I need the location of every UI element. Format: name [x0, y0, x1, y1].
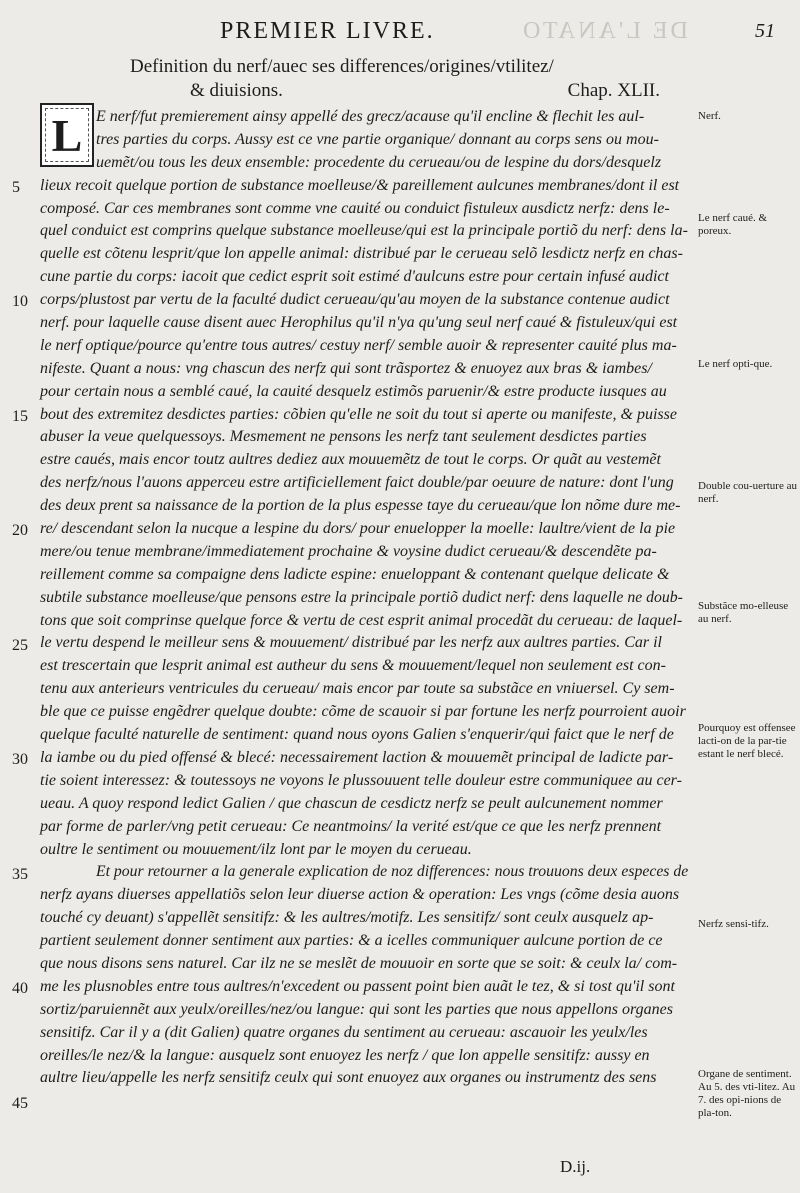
text-line [40, 1067, 690, 1090]
text-line-content: par forme de parler/vng petit cerueau: Ce neantmoins/ la verité est/que ce que les nerfz prennent [40, 817, 662, 835]
text-line-content: tenu aux anterieurs ventricules du cerueau/ mais encor par toute sa substãce en vniuersel. Cy sem- [40, 680, 675, 698]
text-line-content: ble que ce puisse engẽdrer quelque doubte: cõme de scauoir si par fortune les nerfz pourroient auoir [40, 703, 686, 721]
text-line-content: sortiz/paruiennẽt aux yeulx/oreilles/nez/ou langue: qui sont les parties que nous appellons organes [40, 1000, 673, 1018]
text-line-content: corps/plustost par vertu de la faculté dudict cerueau/qu'au moyen de la substance contenue audict [40, 291, 670, 309]
text-line-content: pour certain nous a semblé caué, la cauité desquelz estimõs paruenir/& estre producte iusques au [40, 382, 667, 400]
text-line-content: nerf. pour laquelle cause disent auec Herophilus qu'il n'ya qu'ung seul nerf caué & fistuleux/qui est [40, 314, 678, 332]
text-line-content: tie soient interessez: & toutessoys ne voyons le plussouuent telle douleur estre communiquee au cer- [40, 771, 682, 789]
text-line [40, 404, 690, 427]
margin-note: Substãce mo-elleuse au nerf. [698, 600, 789, 625]
text-line-content: subtile substance moelleuse/que pensons estre la principale portiõ dudict nerf: dens laquelle ne doub- [40, 588, 683, 606]
line-number: 10 [12, 293, 28, 311]
margin-note: Le nerf opti-que. [698, 358, 773, 370]
chapter-heading [130, 55, 690, 103]
showthrough-text: DE L'ANATO [520, 18, 688, 44]
text-line-content: quel conduict est comprins quelque substance moelleuse/qui est la principale portiõ du nerf: dens la- [40, 222, 688, 240]
text-line-content: Et pour retourner a la generale explication de noz differences: nous trouuons deux especes de [96, 863, 689, 881]
text-line [40, 129, 690, 152]
chapter-number: Chap. XLII. [567, 80, 660, 101]
margin-note: Double cou-uerture au nerf. [698, 480, 797, 505]
text-line-content: re/ descendant selon la nucque a lespine du dors/ pour enuelopper la moelle: laultre/vient de la pie [40, 520, 676, 538]
text-line [40, 289, 690, 312]
text-line-content: le vertu despend le meilleur sens & mouuement/ distribué par les nerfz aux aultres parties. Car il [40, 634, 662, 652]
margin-note: Nerf. [698, 110, 721, 122]
text-line [40, 793, 690, 816]
text-line [40, 610, 690, 633]
text-line [40, 564, 690, 587]
text-line [40, 198, 690, 221]
text-line-content: uemẽt/ou tous les deux ensemble: procedente du cerueau/ou de lespine du dors/desquelz [96, 153, 662, 171]
text-line-content: sensitifz. Car il y a (dit Galien) quatre organes du sentiment au cerueau: ascauoir les yeulx/les [40, 1023, 648, 1041]
text-line [40, 587, 690, 610]
text-line [40, 884, 690, 907]
line-number: 40 [12, 980, 28, 998]
text-line-content: la iambe ou du pied offensé & blecé: necessairement laction & mouuemẽt principal de ladicte par- [40, 748, 674, 766]
running-title: PREMIER LIVRE. [220, 18, 435, 44]
page-number: 51 [755, 20, 775, 42]
text-line [40, 678, 690, 701]
text-line-content: me les plusnobles entre tous aultres/n'excedent ou passent point bien auãt le tez, & si tost qu'il sont [40, 977, 675, 995]
text-line-content: oreilles/le nez/& la langue: ausquelz sont enuoyez les nerfz / que lon appelle sensitifz: aussy en [40, 1046, 650, 1064]
text-line-content: est trescertain que lesprit animal est autheur du sens & mouuement/lequel non seulement est con- [40, 657, 666, 675]
text-line [40, 266, 690, 289]
margin-note: Nerfz sensi-tifz. [698, 918, 769, 930]
text-line [40, 747, 690, 770]
text-line-content: oultre le sentiment ou mouuement/ilz lont par le moyen du cerueau. [40, 840, 472, 858]
text-line-content: quelque faculté naturelle de sentiment: quand nous oyons Galien s'enquerir/qui faict que le nerf de [40, 726, 674, 744]
text-line-content: le nerf optique/pource qu'entre tous autres/ cestuy nerf/ semble auoir & representer cauité plus ma- [40, 336, 677, 354]
margin-note: Pourquoy est offensee lacti-on de la par-tie estant le nerf blecé. [698, 722, 796, 760]
text-line-content: nerfz ayans diuerses appellatiõs selon leur diuerse action & operation: Les vngs (cõme desia auons [40, 886, 680, 904]
text-line-content: tres parties du corps. Aussy est ce vne partie organique/ donnant au corps sens ou mou- [96, 130, 659, 148]
line-number: 35 [12, 865, 28, 883]
text-line [40, 701, 690, 724]
text-line [40, 312, 690, 335]
running-head [0, 14, 800, 48]
text-line [40, 541, 690, 564]
text-line [40, 930, 690, 953]
text-line-content: quelle est cõtenu lesprit/que lon appelle animal: distribué par le cerueau selõ lesdictz nerfz en chas- [40, 245, 683, 263]
text-line [40, 907, 690, 930]
decorated-initial: L [40, 103, 94, 167]
text-line-content: abuser la veue quelquessoys. Mesmement ne pensons les nerfz tant seulement desdictes parties [40, 428, 647, 446]
text-line [40, 449, 690, 472]
text-line-content: bout des extremitez desdictes parties: cõbien qu'elle ne soit du tout si aperte ou manifeste, & puisse [40, 405, 677, 423]
text-line [40, 1045, 690, 1068]
text-line-content: que nous disons sens naturel. Car ilz ne se meslẽt de mouuoir en sorte que se soit: & ceulx la/ com- [40, 954, 678, 972]
body-text [40, 106, 690, 1090]
text-line-content: cune partie du corps: iacoit que cedict esprit soit estimé d'aulcuns estre pour certain infusé audict [40, 268, 669, 286]
line-number: 20 [12, 522, 28, 540]
text-line-content: partient seulement donner sentiment aux parties: & a icelles communiquer aulcune portion de ce [40, 932, 663, 950]
text-line-content: composé. Car ces membranes sont comme vne cauité ou conduict fistuleux ausdictz nerfz: dens le- [40, 199, 670, 217]
text-line-content: des nerfz/nous l'auons apperceu estre artificiellement faict double/par oeuure de nature: dont l'ung [40, 474, 674, 492]
text-line [40, 861, 690, 884]
line-number: 5 [12, 178, 20, 196]
text-line-content: E nerf/fut premierement ainsy appellé des grecz/acause qu'il encline & flechit les aul- [96, 108, 645, 125]
chapter-title-line2: & diuisions. [190, 80, 283, 101]
text-line [40, 335, 690, 358]
text-line [40, 358, 690, 381]
text-line [40, 175, 690, 198]
text-line [40, 426, 690, 449]
text-line [40, 220, 690, 243]
text-line-content: des deux prent sa naissance de la portion de la plus espesse taye du cerueau/que lon nõme dure me- [40, 497, 681, 515]
signature-mark: D.ij. [560, 1157, 591, 1176]
text-line [40, 976, 690, 999]
text-line [40, 495, 690, 518]
text-line [40, 381, 690, 404]
text-line-content: nifeste. Quant a nous: vng chascun des nerfz qui sont trãsportez & enuoyez aux bras & iambes/ [40, 359, 652, 377]
margin-note: Organe de sentiment. Au 5. des vti-litez. Au 7. des opi-nions de pla-ton. [698, 1068, 796, 1119]
margin-note: Le nerf caué. & poreux. [698, 212, 768, 237]
text-line [40, 839, 690, 862]
text-line [40, 1022, 690, 1045]
text-line-content: mere/ou tenue membrane/immediatement prochaine & voysine dudict cerueau/& descendẽte pa- [40, 542, 657, 560]
chapter-title-line2-row [130, 79, 690, 103]
text-line-content: touché cy deuant) s'appellẽt sensitifz: & les aultres/motifz. Les sensitifz/ sont ceulx ausquelz ap- [40, 909, 654, 927]
text-line [40, 655, 690, 678]
text-line [40, 243, 690, 266]
text-line-content: ueau. A quoy respond ledict Galien / que chascun de cesdictz nerfz se peult aulcunement nommer [40, 794, 663, 812]
text-line [40, 106, 690, 129]
text-line-content: aultre lieu/appelle les nerfz sensitifz ceulx qui sont enuoyez aux organes ou instrumentz des sens [40, 1069, 657, 1087]
text-line [40, 999, 690, 1022]
text-line-content: estre caués, mais encor toutz aultres dediez aux mouuemẽtz de tout le corps. Or quãt au vestemẽt [40, 451, 661, 469]
line-number: 30 [12, 751, 28, 769]
text-line [40, 724, 690, 747]
line-number: 15 [12, 407, 28, 425]
text-line [40, 816, 690, 839]
text-line [40, 953, 690, 976]
text-line [40, 770, 690, 793]
line-number: 45 [12, 1094, 28, 1112]
chapter-title-line1: Definition du nerf/auec ses differences/origines/vtilitez/ [130, 56, 554, 77]
text-line [40, 518, 690, 541]
text-line-content: tons que soit comprinse quelque force & vertu de cest esprit animal procedãt du cerueau: de laquel- [40, 611, 683, 629]
text-line-content: lieux recoit quelque portion de substance moelleuse/& pareillement aulcunes membranes/dont il est [40, 176, 680, 194]
text-line [40, 152, 690, 175]
line-number: 25 [12, 636, 28, 654]
text-line [40, 472, 690, 495]
text-line [40, 632, 690, 655]
text-line-content: reillement comme sa compaigne dens ladicte espine: enueloppant & contenant quelque delicate & [40, 565, 670, 583]
